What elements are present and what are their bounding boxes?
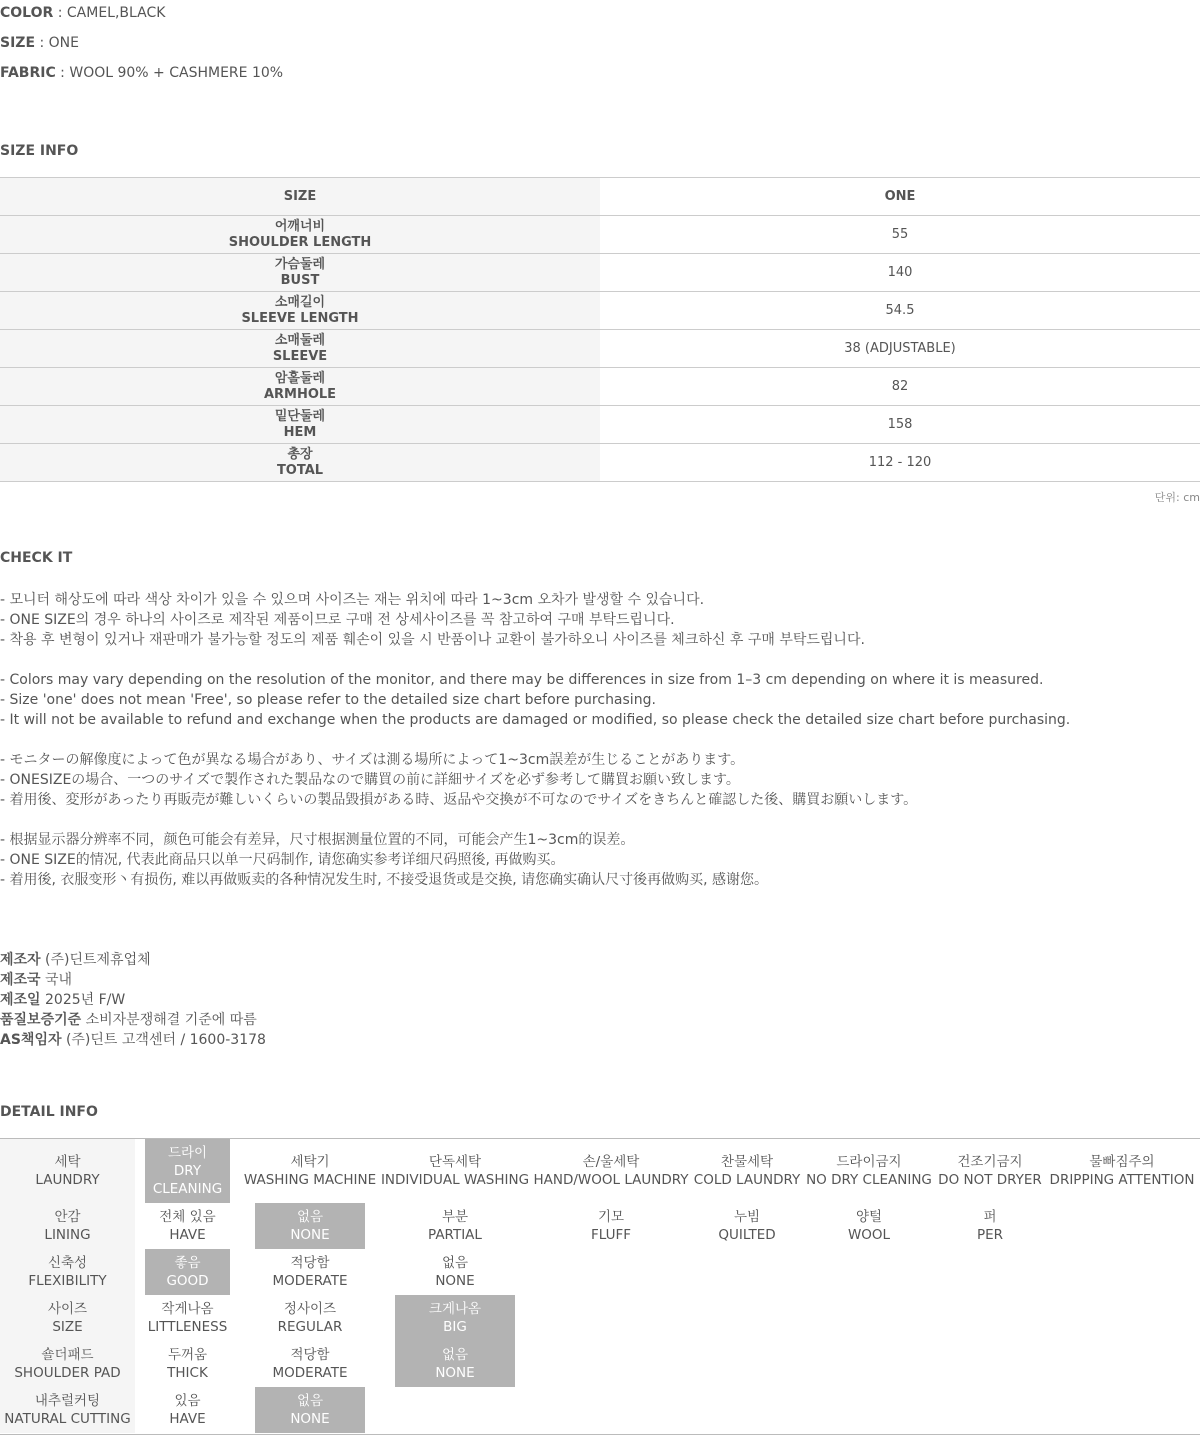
- size-row-label: [0, 406, 600, 444]
- size-row-value: 82: [600, 368, 1200, 406]
- detail-option-selected: [255, 1203, 365, 1249]
- maker-value: (주)딘트 고객센터 / 1600-3178: [61, 1032, 266, 1048]
- maker-value: 소비자분쟁해결 기준에 따름: [81, 1012, 257, 1028]
- note-line: - ONE SIZE的情况, 代表此商品只以单一尺码制作, 请您确实参考详细尺码照後, 再做购买。: [0, 852, 565, 868]
- size-label-ko: 암홀둘레: [274, 370, 326, 386]
- table-row: [0, 368, 1200, 406]
- detail-row-label: [0, 1203, 135, 1249]
- detail-option-en: NONE: [290, 1227, 330, 1243]
- size-row-value: 158: [600, 406, 1200, 444]
- spec-key: SIZE: [0, 35, 36, 51]
- detail-option-en: MODERATE: [272, 1273, 348, 1289]
- size-row-label: [0, 444, 600, 482]
- detail-option-en: WOOL: [847, 1227, 891, 1243]
- note-line: - ONESIZEの場合、一つのサイズで製作された製品なので購買の前に詳細サイズを必ず参考して購買お願い致します。: [0, 772, 740, 788]
- size-label-ko: 총장: [287, 446, 313, 462]
- detail-option: [145, 1341, 230, 1387]
- size-row-value: 54.5: [600, 292, 1200, 330]
- spec-value: : WOOL 90% + CASHMERE 10%: [55, 65, 284, 81]
- size-label-en: SLEEVE: [272, 348, 328, 364]
- detail-option: [936, 1203, 1044, 1249]
- detail-row-label: [0, 1139, 135, 1203]
- size-label-ko: 소매둘레: [274, 332, 326, 348]
- size-table: [0, 177, 1200, 482]
- size-label-en: SLEEVE LENGTH: [241, 310, 359, 326]
- detail-option: [145, 1203, 230, 1249]
- detail-option-ko: 물빠짐주의: [1089, 1154, 1155, 1170]
- maker-key: 제조국: [0, 972, 41, 988]
- detail-option-ko: 퍼: [983, 1209, 997, 1225]
- detail-label-ko: 사이즈: [47, 1301, 88, 1317]
- maker-row: [0, 1010, 266, 1030]
- detail-option-ko: 크게나옴: [428, 1301, 482, 1317]
- detail-option-en: BIG: [443, 1319, 467, 1335]
- detail-row-label: [0, 1341, 135, 1387]
- size-label-en: HEM: [283, 424, 317, 440]
- size-label-en: TOTAL: [276, 462, 324, 478]
- detail-option-ko: 부분: [441, 1209, 469, 1225]
- detail-label-ko: 내추럴커팅: [34, 1393, 101, 1409]
- check-it-title: CHECK IT: [0, 550, 73, 566]
- detail-label-en: SHOULDER PAD: [14, 1365, 121, 1381]
- spec-fabric: [0, 64, 283, 82]
- detail-option-ko: 있음: [174, 1393, 201, 1409]
- detail-label-ko: 안감: [54, 1209, 81, 1225]
- detail-option: [255, 1341, 365, 1387]
- detail-option-en: PER: [976, 1227, 1004, 1243]
- detail-option-ko: 정사이즈: [283, 1301, 337, 1317]
- detail-option-ko: 찬물세탁: [720, 1154, 774, 1170]
- note-line: - 着用後, 衣服变形丶有损伤, 难以再做贩卖的各种情况发生时, 不接受退货或是交换, 请您确实确认尺寸後再做购买, 感谢您。: [0, 872, 769, 888]
- note-line: - It will not be available to refund and exchange when the products are damaged or modified, so please check the detailed size chart before purchasing.: [0, 712, 1071, 728]
- size-header-value: ONE: [600, 178, 1200, 216]
- detail-option: [380, 1139, 530, 1203]
- detail-option-ko: 작게나옴: [161, 1301, 214, 1317]
- detail-option: [692, 1139, 802, 1203]
- detail-label-ko: 세탁: [54, 1154, 81, 1170]
- detail-option-selected: [145, 1139, 230, 1203]
- table-row: [0, 292, 1200, 330]
- size-label-ko: 소매길이: [274, 294, 326, 310]
- table-row: [0, 330, 1200, 368]
- detail-option-en: PARTIAL: [428, 1227, 482, 1243]
- size-label-ko: 어깨너비: [274, 218, 326, 234]
- maker-key: 제조자: [0, 952, 41, 968]
- maker-row: [0, 950, 266, 970]
- size-row-value: 112 - 120: [600, 444, 1200, 482]
- detail-option-selected: [255, 1387, 365, 1433]
- detail-option-en: WASHING MACHINE: [243, 1172, 377, 1188]
- size-label-ko: 밑단둘레: [274, 408, 326, 424]
- detail-option-en: MODERATE: [272, 1365, 348, 1381]
- note-line: - 根据显示器分辨率不同，颜色可能会有差异，尺寸根据测量位置的不同，可能会产生1~3cm的误差。: [0, 832, 635, 848]
- note-line: - 모니터 해상도에 따라 색상 차이가 있을 수 있으며 사이즈는 재는 위치에 따라 1~3cm 오차가 발생할 수 있습니다.: [0, 592, 705, 608]
- detail-option: [806, 1203, 932, 1249]
- maker-info: [0, 950, 266, 1050]
- size-label-ko: 가슴둘레: [274, 256, 326, 272]
- detail-label-en: LAUNDRY: [35, 1172, 100, 1188]
- size-row-label: [0, 292, 600, 330]
- size-row-value: 55: [600, 216, 1200, 254]
- size-row-label: [0, 368, 600, 406]
- detail-option-en: HAND/WOOL LAUNDRY: [533, 1172, 689, 1188]
- spec-key: COLOR: [0, 5, 54, 21]
- detail-option-selected: [145, 1249, 230, 1295]
- detail-option-selected: [395, 1295, 515, 1341]
- spec-value: : CAMEL,BLACK: [53, 5, 166, 21]
- detail-option: [395, 1249, 515, 1295]
- detail-option-en: HAVE: [169, 1227, 206, 1243]
- detail-option-en: FLUFF: [590, 1227, 632, 1243]
- detail-option-en: DO NOT DRYER: [938, 1172, 1042, 1188]
- detail-option-ko: 드라이금지: [836, 1154, 902, 1170]
- detail-row-label: [0, 1387, 135, 1433]
- detail-label-ko: 숄더패드: [41, 1347, 94, 1363]
- note-line: - モニターの解像度によって色が異なる場合があり、サイズは測る場所によって1~3cm誤差が生じることがあります。: [0, 752, 745, 768]
- size-info-title: SIZE INFO: [0, 143, 79, 159]
- detail-option-en: NONE: [290, 1411, 330, 1427]
- detail-option-ko: 없음: [296, 1209, 324, 1225]
- detail-option-ko: 양털: [855, 1209, 883, 1225]
- detail-option-en: REGULAR: [277, 1319, 343, 1335]
- detail-option-en: HAVE: [169, 1411, 206, 1427]
- size-label-en: ARMHOLE: [263, 386, 337, 402]
- detail-option-ko: 없음: [296, 1393, 324, 1409]
- spec-value: : ONE: [35, 35, 79, 51]
- detail-option-en: NONE: [435, 1365, 475, 1381]
- detail-option-ko: 누빔: [733, 1209, 761, 1225]
- detail-option-ko: 단독세탁: [428, 1154, 482, 1170]
- detail-option: [806, 1139, 932, 1203]
- detail-option-en: LITTLENESS: [147, 1319, 228, 1335]
- maker-value: (주)딘트제휴업체: [40, 952, 151, 968]
- detail-option: [692, 1203, 802, 1249]
- detail-option-selected: [395, 1341, 515, 1387]
- detail-option: [255, 1249, 365, 1295]
- detail-label-en: SIZE: [52, 1319, 83, 1335]
- detail-option-ko: 손/울세탁: [582, 1154, 640, 1170]
- detail-option: [145, 1387, 230, 1433]
- detail-option: [395, 1203, 515, 1249]
- detail-option: [145, 1295, 230, 1341]
- note-line: - 着用後、変形があったり再販売が難しいくらいの製品毀損がある時、返品や交換が不可なのでサイズをきちんと確認した後、購買お願いします。: [0, 792, 918, 808]
- detail-option-ko: 좋음: [174, 1255, 201, 1271]
- detail-row-label: [0, 1295, 135, 1341]
- detail-option-ko: 없음: [441, 1347, 469, 1363]
- detail-info-grid: [0, 1138, 1200, 1435]
- table-row: [0, 254, 1200, 292]
- size-row-label: [0, 330, 600, 368]
- note-line: - 착용 후 변형이 있거나 재판매가 불가능할 정도의 제품 훼손이 있을 시 반품이나 교환이 불가하오니 사이즈를 체크하신 후 구매 부탁드립니다.: [0, 632, 865, 648]
- table-row: [0, 406, 1200, 444]
- detail-option-en2: CLEANING: [152, 1181, 223, 1197]
- check-it-notes: [0, 590, 1070, 890]
- detail-option-ko: 세탁기: [290, 1154, 330, 1170]
- detail-option-ko: 전체 있음: [159, 1209, 216, 1225]
- detail-option-en: QUILTED: [718, 1227, 776, 1243]
- spec-color: [0, 4, 165, 22]
- maker-key: 제조일: [0, 992, 41, 1008]
- maker-key: 품질보증기준: [0, 1012, 82, 1028]
- size-row-label: [0, 216, 600, 254]
- detail-option-en: INDIVIDUAL WASHING: [380, 1172, 530, 1188]
- detail-option-en: COLD LAUNDRY: [693, 1172, 801, 1188]
- detail-option-en: DRIPPING ATTENTION: [1049, 1172, 1195, 1188]
- detail-option-ko: 기모: [597, 1209, 625, 1225]
- spec-key: FABRIC: [0, 65, 56, 81]
- size-label-en: BUST: [280, 272, 320, 288]
- note-line: - Colors may vary depending on the resolution of the monitor, and there may be differences in size from 1–3 cm depending on where it is measured.: [0, 672, 1044, 688]
- detail-option: [255, 1295, 365, 1341]
- maker-key: AS책임자: [0, 1032, 62, 1048]
- detail-option-en: THICK: [167, 1365, 208, 1381]
- note-line: - ONE SIZE의 경우 하나의 사이즈로 제작된 제품이므로 구매 전 상세사이즈를 꼭 참고하여 구매 부탁드립니다.: [0, 612, 675, 628]
- note-line: - Size 'one' does not mean 'Free', so please refer to the detailed size chart before purchasing.: [0, 692, 656, 708]
- size-row-value: 140: [600, 254, 1200, 292]
- maker-value: 2025년 F/W: [40, 992, 126, 1008]
- detail-option-ko: 적당함: [290, 1347, 330, 1363]
- detail-option-en: GOOD: [166, 1273, 209, 1289]
- maker-row: [0, 970, 266, 990]
- detail-option-ko: 두꺼움: [167, 1347, 208, 1363]
- detail-row-label: [0, 1249, 135, 1295]
- size-label-en: SHOULDER LENGTH: [228, 234, 372, 250]
- size-row-label: [0, 254, 600, 292]
- detail-info-title: DETAIL INFO: [0, 1104, 98, 1120]
- detail-option: [536, 1203, 686, 1249]
- detail-label-en: NATURAL CUTTING: [4, 1411, 131, 1427]
- maker-row: [0, 1030, 266, 1050]
- detail-option-ko: 없음: [441, 1255, 469, 1271]
- maker-value: 국내: [40, 972, 73, 988]
- spec-size: [0, 34, 79, 52]
- detail-option-en: NO DRY CLEANING: [806, 1172, 932, 1188]
- maker-row: [0, 990, 266, 1010]
- detail-label-en: FLEXIBILITY: [28, 1273, 107, 1289]
- detail-option: [1046, 1139, 1198, 1203]
- detail-option-ko: 적당함: [290, 1255, 330, 1271]
- size-unit: 단위: cm: [1154, 491, 1200, 504]
- detail-option: [245, 1139, 375, 1203]
- table-row: [0, 216, 1200, 254]
- size-header-label: SIZE: [0, 178, 600, 216]
- detail-option: [936, 1139, 1044, 1203]
- size-table-header: [0, 178, 1200, 216]
- detail-label-ko: 신축성: [47, 1255, 88, 1271]
- detail-option-en: DRY: [173, 1163, 202, 1179]
- detail-option-ko: 드라이: [167, 1145, 208, 1161]
- table-row: [0, 444, 1200, 482]
- detail-label-en: LINING: [44, 1227, 91, 1243]
- size-row-value: 38 (ADJUSTABLE): [600, 330, 1200, 368]
- detail-option: [533, 1139, 689, 1203]
- detail-option-en: NONE: [435, 1273, 475, 1289]
- detail-option-ko: 건조기금지: [957, 1154, 1023, 1170]
